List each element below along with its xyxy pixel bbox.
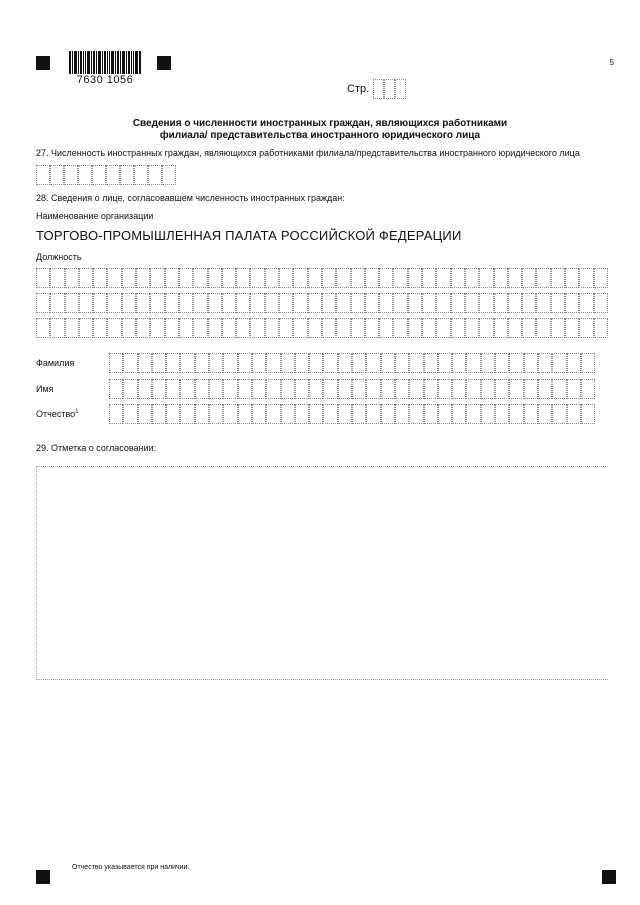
char-cell[interactable] — [165, 318, 179, 338]
char-cell[interactable] — [223, 379, 237, 399]
char-cell[interactable] — [481, 379, 495, 399]
char-cell[interactable] — [336, 293, 350, 313]
char-cell[interactable] — [265, 293, 279, 313]
char-cell[interactable] — [509, 404, 523, 424]
char-cell[interactable] — [524, 404, 538, 424]
org-name-label: Наименование организации — [36, 211, 154, 221]
surname-label: Фамилия — [36, 358, 75, 368]
char-cell[interactable] — [436, 318, 450, 338]
char-cell[interactable] — [393, 293, 407, 313]
char-cell[interactable] — [238, 379, 252, 399]
char-cell[interactable] — [365, 268, 379, 288]
char-cell[interactable] — [109, 404, 123, 424]
char-cell[interactable] — [551, 318, 565, 338]
item-27-count-cells[interactable] — [36, 165, 176, 185]
char-cell[interactable] — [323, 379, 337, 399]
char-cell[interactable] — [293, 293, 307, 313]
char-cell[interactable] — [579, 268, 593, 288]
char-cell[interactable] — [136, 293, 150, 313]
barcode — [68, 51, 142, 84]
registration-marker-bottom-left — [36, 870, 50, 884]
char-cell[interactable] — [180, 404, 194, 424]
char-cell[interactable] — [481, 404, 495, 424]
char-cell[interactable] — [107, 268, 121, 288]
char-cell[interactable] — [393, 318, 407, 338]
char-cell[interactable] — [365, 293, 379, 313]
char-cell[interactable] — [408, 293, 422, 313]
char-cell[interactable] — [252, 404, 266, 424]
item-29-label: 29. Отметка о согласовании: — [36, 443, 157, 453]
char-cell[interactable] — [65, 268, 79, 288]
char-cell[interactable] — [495, 404, 509, 424]
char-cell[interactable] — [465, 293, 479, 313]
char-cell[interactable] — [522, 268, 536, 288]
char-cell[interactable] — [338, 379, 352, 399]
char-cell[interactable] — [50, 268, 64, 288]
char-cell[interactable] — [165, 293, 179, 313]
char-cell[interactable] — [165, 268, 179, 288]
char-cell[interactable] — [136, 268, 150, 288]
char-cell[interactable] — [395, 379, 409, 399]
registration-marker-bottom-right — [602, 870, 616, 884]
char-cell[interactable] — [208, 318, 222, 338]
barcode-number: 7630 1056 — [68, 74, 142, 86]
char-cell[interactable] — [281, 353, 295, 373]
char-cell[interactable] — [351, 318, 365, 338]
char-cell[interactable] — [123, 379, 137, 399]
char-cell[interactable] — [79, 268, 93, 288]
item-27-label: 27. Численность иностранных граждан, являющихся работниками филиала/представительства иностранного юридического лица — [36, 148, 580, 158]
registration-marker-top-left — [36, 56, 50, 70]
char-cell[interactable] — [322, 318, 336, 338]
char-cell[interactable] — [524, 379, 538, 399]
page-label: Стр. — [347, 83, 370, 95]
char-cell[interactable] — [309, 353, 323, 373]
patronymic-cells[interactable] — [109, 404, 595, 424]
char-cell[interactable] — [424, 404, 438, 424]
char-cell[interactable] — [179, 293, 193, 313]
char-cell[interactable] — [438, 379, 452, 399]
char-cell[interactable] — [338, 353, 352, 373]
char-cell[interactable] — [379, 268, 393, 288]
char-cell[interactable] — [581, 404, 595, 424]
char-cell[interactable] — [351, 293, 365, 313]
char-cell[interactable] — [565, 293, 579, 313]
char-cell[interactable] — [179, 268, 193, 288]
char-cell[interactable] — [352, 353, 366, 373]
name-cells[interactable] — [109, 379, 595, 399]
char-cell[interactable] — [323, 404, 337, 424]
char-cell[interactable] — [109, 353, 123, 373]
char-cell[interactable] — [536, 318, 550, 338]
char-cell[interactable] — [322, 293, 336, 313]
char-cell[interactable] — [536, 268, 550, 288]
barcode-bars — [68, 51, 142, 75]
char-cell[interactable] — [295, 353, 309, 373]
char-cell[interactable] — [236, 293, 250, 313]
char-cell[interactable] — [565, 318, 579, 338]
char-cell[interactable] — [465, 268, 479, 288]
char-cell[interactable] — [36, 268, 50, 288]
position-cells-row-3[interactable] — [36, 318, 608, 338]
char-cell[interactable] — [152, 353, 166, 373]
char-cell[interactable] — [579, 318, 593, 338]
char-cell[interactable] — [338, 404, 352, 424]
char-cell[interactable] — [193, 293, 207, 313]
char-cell[interactable] — [208, 268, 222, 288]
char-cell[interactable] — [565, 268, 579, 288]
char-cell[interactable] — [266, 353, 280, 373]
char-cell[interactable] — [238, 404, 252, 424]
char-cell[interactable] — [79, 318, 93, 338]
char-cell[interactable] — [180, 379, 194, 399]
char-cell[interactable] — [308, 268, 322, 288]
page-number-cells[interactable] — [373, 79, 406, 99]
char-cell[interactable] — [123, 353, 137, 373]
char-cell[interactable] — [295, 404, 309, 424]
char-cell[interactable] — [152, 379, 166, 399]
char-cell[interactable] — [195, 404, 209, 424]
char-cell[interactable] — [208, 293, 222, 313]
char-cell[interactable] — [36, 318, 50, 338]
char-cell[interactable] — [281, 404, 295, 424]
char-cell[interactable] — [408, 268, 422, 288]
registration-marker-top-right — [157, 56, 171, 70]
position-label: Должность — [36, 252, 82, 262]
char-cell[interactable] — [166, 353, 180, 373]
char-cell[interactable] — [422, 293, 436, 313]
patronymic-label — [36, 409, 78, 419]
char-cell[interactable] — [279, 268, 293, 288]
char-cell[interactable] — [352, 404, 366, 424]
char-cell[interactable] — [408, 318, 422, 338]
char-cell[interactable] — [451, 293, 465, 313]
char-cell[interactable] — [323, 353, 337, 373]
char-cell[interactable] — [222, 318, 236, 338]
char-cell[interactable] — [381, 353, 395, 373]
char-cell[interactable] — [65, 318, 79, 338]
char-cell[interactable] — [265, 318, 279, 338]
char-cell[interactable] — [436, 293, 450, 313]
char-cell[interactable] — [322, 268, 336, 288]
char-cell[interactable] — [150, 293, 164, 313]
char-cell[interactable] — [438, 404, 452, 424]
section-title-line-1: Сведения о численности иностранных граждан, являющихся работниками — [132, 118, 508, 129]
char-cell[interactable] — [222, 293, 236, 313]
char-cell[interactable] — [465, 318, 479, 338]
char-cell[interactable] — [122, 318, 136, 338]
char-cell[interactable] — [352, 379, 366, 399]
char-cell[interactable] — [579, 293, 593, 313]
char-cell[interactable] — [422, 268, 436, 288]
char-cell[interactable] — [209, 353, 223, 373]
char-cell[interactable] — [481, 353, 495, 373]
char-cell[interactable] — [552, 404, 566, 424]
char-cell[interactable] — [351, 268, 365, 288]
char-cell[interactable] — [495, 379, 509, 399]
char-cell[interactable] — [509, 353, 523, 373]
char-cell[interactable] — [366, 379, 380, 399]
char-cell[interactable] — [424, 353, 438, 373]
char-cell[interactable] — [250, 318, 264, 338]
position-cells-row-1[interactable] — [36, 268, 608, 288]
char-cell[interactable] — [50, 318, 64, 338]
name-label: Имя — [36, 384, 54, 394]
char-cell[interactable] — [466, 379, 480, 399]
char-cell[interactable] — [308, 293, 322, 313]
char-cell[interactable] — [524, 353, 538, 373]
char-cell[interactable] — [424, 379, 438, 399]
char-cell[interactable] — [567, 379, 581, 399]
char-cell[interactable] — [508, 318, 522, 338]
char-cell[interactable] — [65, 293, 79, 313]
char-cell[interactable] — [567, 353, 581, 373]
char-cell[interactable] — [209, 379, 223, 399]
char-cell[interactable] — [365, 318, 379, 338]
char-cell[interactable] — [179, 318, 193, 338]
char-cell[interactable] — [436, 268, 450, 288]
char-cell[interactable] — [123, 404, 137, 424]
char-cell[interactable] — [381, 404, 395, 424]
char-cell[interactable] — [594, 318, 608, 338]
char-cell[interactable] — [295, 379, 309, 399]
char-cell[interactable] — [538, 353, 552, 373]
footnote-mark: 1 — [75, 409, 79, 415]
char-cell[interactable] — [209, 404, 223, 424]
char-cell[interactable] — [479, 318, 493, 338]
page-corner-number: 5 — [609, 58, 614, 67]
char-cell[interactable] — [494, 268, 508, 288]
char-cell[interactable] — [422, 318, 436, 338]
char-cell[interactable] — [466, 353, 480, 373]
char-cell[interactable] — [567, 404, 581, 424]
char-cell[interactable] — [252, 379, 266, 399]
char-cell[interactable] — [581, 379, 595, 399]
char-cell[interactable] — [122, 268, 136, 288]
char-cell[interactable] — [452, 353, 466, 373]
char-cell[interactable] — [50, 293, 64, 313]
char-cell[interactable] — [138, 404, 152, 424]
char-cell[interactable] — [494, 318, 508, 338]
char-cell[interactable] — [379, 293, 393, 313]
char-cell[interactable] — [152, 404, 166, 424]
approval-mark-area[interactable] — [36, 466, 608, 680]
char-cell[interactable] — [250, 268, 264, 288]
char-cell[interactable] — [193, 268, 207, 288]
char-cell[interactable] — [409, 379, 423, 399]
char-cell[interactable] — [594, 293, 608, 313]
char-cell[interactable] — [438, 353, 452, 373]
char-cell[interactable] — [150, 268, 164, 288]
char-cell[interactable] — [479, 293, 493, 313]
char-cell[interactable] — [538, 404, 552, 424]
char-cell[interactable] — [122, 293, 136, 313]
char-cell[interactable] — [366, 353, 380, 373]
char-cell[interactable] — [79, 293, 93, 313]
char-cell[interactable] — [538, 379, 552, 399]
char-cell[interactable] — [508, 293, 522, 313]
char-cell[interactable] — [222, 268, 236, 288]
char-cell[interactable] — [93, 268, 107, 288]
char-cell[interactable] — [451, 318, 465, 338]
char-cell[interactable] — [238, 353, 252, 373]
char-cell[interactable] — [180, 353, 194, 373]
char-cell[interactable] — [581, 353, 595, 373]
char-cell[interactable] — [195, 353, 209, 373]
char-cell[interactable] — [279, 318, 293, 338]
position-cells-row-2[interactable] — [36, 293, 608, 313]
char-cell[interactable] — [136, 318, 150, 338]
char-cell[interactable] — [551, 293, 565, 313]
char-cell[interactable] — [366, 404, 380, 424]
char-cell[interactable] — [452, 379, 466, 399]
char-cell[interactable] — [379, 318, 393, 338]
char-cell[interactable] — [107, 318, 121, 338]
char-cell[interactable] — [409, 404, 423, 424]
char-cell[interactable] — [93, 318, 107, 338]
char-cell[interactable] — [266, 379, 280, 399]
char-cell[interactable] — [109, 379, 123, 399]
char-cell[interactable] — [138, 379, 152, 399]
char-cell[interactable] — [336, 318, 350, 338]
surname-cells[interactable] — [109, 353, 595, 373]
section-title-line-2: филиала/ представительства иностранного юридического лица — [159, 130, 481, 141]
char-cell[interactable] — [552, 353, 566, 373]
char-cell[interactable] — [494, 293, 508, 313]
char-cell[interactable] — [93, 293, 107, 313]
char-cell[interactable] — [409, 353, 423, 373]
char-cell[interactable] — [508, 268, 522, 288]
char-cell[interactable] — [309, 379, 323, 399]
char-cell[interactable] — [293, 318, 307, 338]
char-cell[interactable] — [107, 293, 121, 313]
char-cell[interactable] — [395, 404, 409, 424]
char-cell[interactable] — [336, 268, 350, 288]
char-cell[interactable] — [381, 379, 395, 399]
char-cell[interactable] — [466, 404, 480, 424]
char-cell[interactable] — [150, 318, 164, 338]
char-cell[interactable] — [309, 404, 323, 424]
char-cell[interactable] — [395, 353, 409, 373]
char-cell[interactable] — [308, 318, 322, 338]
char-cell[interactable] — [536, 293, 550, 313]
char-cell[interactable] — [166, 404, 180, 424]
char-cell[interactable] — [138, 353, 152, 373]
char-cell[interactable] — [36, 293, 50, 313]
char-cell[interactable] — [223, 353, 237, 373]
char-cell[interactable] — [495, 353, 509, 373]
footnote-text: Отчество указывается при наличии. — [72, 864, 190, 871]
char-cell[interactable] — [522, 318, 536, 338]
item-28-label: 28. Сведения о лице, согласовавшем численность иностранных граждан: — [36, 193, 345, 203]
char-cell[interactable] — [252, 353, 266, 373]
position-cells[interactable] — [36, 268, 608, 338]
char-cell[interactable] — [236, 268, 250, 288]
char-cell[interactable] — [594, 268, 608, 288]
char-cell[interactable] — [279, 293, 293, 313]
char-cell[interactable] — [479, 268, 493, 288]
char-cell[interactable] — [522, 293, 536, 313]
char-cell[interactable] — [236, 318, 250, 338]
char-cell[interactable] — [551, 268, 565, 288]
char-cell[interactable] — [393, 268, 407, 288]
char-cell[interactable] — [223, 404, 237, 424]
char-cell[interactable] — [266, 404, 280, 424]
org-name-value[interactable]: ТОРГОВО-ПРОМЫШЛЕННАЯ ПАЛАТА РОССИЙСКОЙ ФЕДЕРАЦИИ — [36, 228, 462, 243]
char-cell[interactable] — [195, 379, 209, 399]
patronymic-label-text: Отчество — [36, 409, 76, 419]
char-cell[interactable] — [281, 379, 295, 399]
char-cell[interactable] — [552, 379, 566, 399]
char-cell[interactable] — [265, 268, 279, 288]
char-cell[interactable] — [250, 293, 264, 313]
char-cell[interactable] — [452, 404, 466, 424]
char-cell[interactable] — [193, 318, 207, 338]
char-cell[interactable] — [451, 268, 465, 288]
char-cell[interactable] — [293, 268, 307, 288]
char-cell[interactable] — [166, 379, 180, 399]
char-cell[interactable] — [509, 379, 523, 399]
